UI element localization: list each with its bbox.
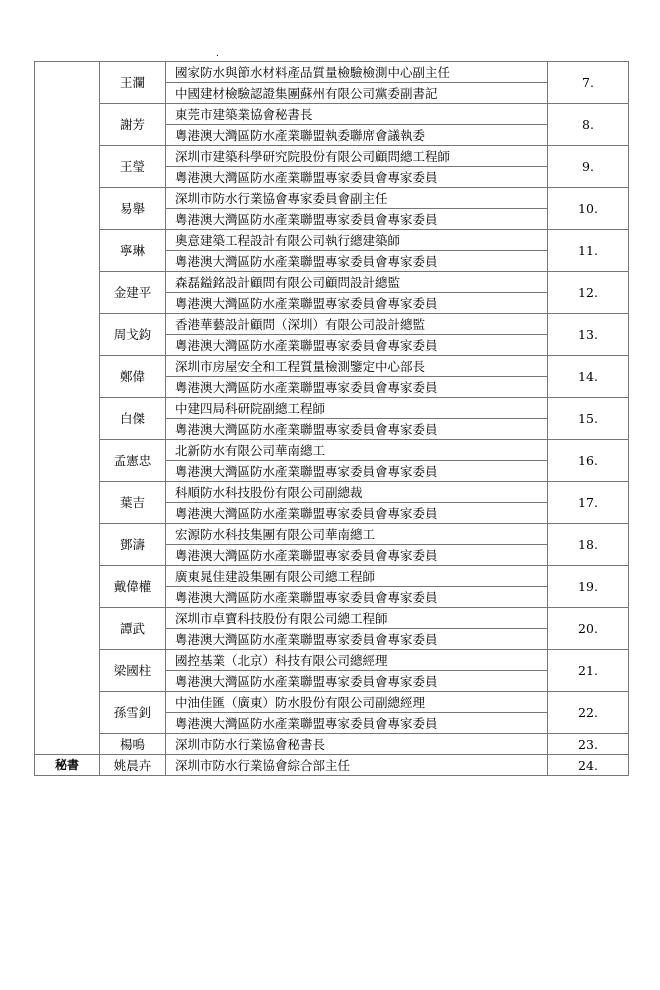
member-number: 15. (548, 398, 629, 440)
table-row (35, 650, 629, 671)
member-name: 白傑 (100, 398, 166, 440)
member-position: 粵港澳大灣區防水產業聯盟專家委員會專家委員 (166, 209, 548, 230)
table-row (35, 608, 629, 629)
member-position: 粵港澳大灣區防水產業聯盟專家委員會專家委員 (166, 713, 548, 734)
member-number: 17. (548, 482, 629, 524)
member-name: 寧琳 (100, 230, 166, 272)
member-position: 粵港澳大灣區防水產業聯盟專家委員會專家委員 (166, 545, 548, 566)
table-row (35, 356, 629, 377)
member-position: 東莞市建築業協會秘書長 (166, 104, 548, 125)
member-position: 奧意建築工程設計有限公司執行總建築師 (166, 230, 548, 251)
member-position: 深圳市房屋安全和工程質量檢測鑒定中心部長 (166, 356, 548, 377)
member-position: 粵港澳大灣區防水產業聯盟執委聯席會議執委 (166, 125, 548, 146)
member-number: 19. (548, 566, 629, 608)
table-row (35, 272, 629, 293)
table-row-secretary (35, 755, 629, 776)
secretary-role-label: 秘書 (35, 755, 100, 776)
member-position: 深圳市防水行業協會秘書長 (166, 734, 548, 755)
table-row (35, 188, 629, 209)
table-row (35, 524, 629, 545)
member-position: 廣東晁佳建設集團有限公司總工程師 (166, 566, 548, 587)
table-row (35, 104, 629, 125)
member-position: 中國建材檢驗認證集團蘇州有限公司黨委副書記 (166, 83, 548, 104)
member-position: 粵港澳大灣區防水產業聯盟專家委員會專家委員 (166, 251, 548, 272)
member-position: 深圳市建築科學研究院股份有限公司顧問總工程師 (166, 146, 548, 167)
member-position: 粵港澳大灣區防水產業聯盟專家委員會專家委員 (166, 167, 548, 188)
member-name: 譚武 (100, 608, 166, 650)
table-row (35, 146, 629, 167)
page-marker: . (216, 49, 219, 59)
member-position: 宏源防水科技集團有限公司華南總工 (166, 524, 548, 545)
member-name: 楊鳴 (100, 734, 166, 755)
member-number: 8. (548, 104, 629, 146)
member-number: 18. (548, 524, 629, 566)
member-number: 21. (548, 650, 629, 692)
member-position: 粵港澳大灣區防水產業聯盟專家委員會專家委員 (166, 629, 548, 650)
member-position: 深圳市卓寶科技股份有限公司總工程師 (166, 608, 548, 629)
member-position: 深圳市防水行業協會綜合部主任 (166, 755, 548, 776)
member-name: 金建平 (100, 272, 166, 314)
member-name: 孟憲忠 (100, 440, 166, 482)
member-name: 孫雪釗 (100, 692, 166, 734)
member-position: 香港華藝設計顧問（深圳）有限公司設計總監 (166, 314, 548, 335)
member-number: 13. (548, 314, 629, 356)
member-position: 國控基業（北京）科技有限公司總經理 (166, 650, 548, 671)
table-row (35, 62, 629, 83)
roster-body (35, 62, 629, 776)
member-position: 粵港澳大灣區防水產業聯盟專家委員會專家委員 (166, 293, 548, 314)
member-name: 戴偉權 (100, 566, 166, 608)
member-name: 王瀾 (100, 62, 166, 104)
member-number: 22. (548, 692, 629, 734)
member-position: 粵港澳大灣區防水產業聯盟專家委員會專家委員 (166, 503, 548, 524)
member-number: 11. (548, 230, 629, 272)
member-name: 梁國柱 (100, 650, 166, 692)
member-number: 12. (548, 272, 629, 314)
member-name: 周戈鈞 (100, 314, 166, 356)
table-row (35, 482, 629, 503)
member-position: 中建四局科研院副總工程師 (166, 398, 548, 419)
member-position: 粵港澳大灣區防水產業聯盟專家委員會專家委員 (166, 461, 548, 482)
member-number: 10. (548, 188, 629, 230)
member-name: 葉吉 (100, 482, 166, 524)
member-number: 16. (548, 440, 629, 482)
member-name: 鄭偉 (100, 356, 166, 398)
member-position: 深圳市防水行業協會專家委員會副主任 (166, 188, 548, 209)
member-position: 北新防水有限公司華南總工 (166, 440, 548, 461)
member-position: 粵港澳大灣區防水產業聯盟專家委員會專家委員 (166, 335, 548, 356)
table-row (35, 314, 629, 335)
member-position: 粵港澳大灣區防水產業聯盟專家委員會專家委員 (166, 671, 548, 692)
member-position: 國家防水與節水材料產品質量檢驗檢測中心副主任 (166, 62, 548, 83)
table-row (35, 566, 629, 587)
member-number: 9. (548, 146, 629, 188)
member-number: 23. (548, 734, 629, 755)
table-row (35, 692, 629, 713)
member-name: 易舉 (100, 188, 166, 230)
member-position: 粵港澳大灣區防水產業聯盟專家委員會專家委員 (166, 419, 548, 440)
member-position: 粵港澳大灣區防水產業聯盟專家委員會專家委員 (166, 377, 548, 398)
member-position: 粵港澳大灣區防水產業聯盟專家委員會專家委員 (166, 587, 548, 608)
table-row (35, 230, 629, 251)
member-number: 7. (548, 62, 629, 104)
member-number: 20. (548, 608, 629, 650)
member-name: 王瑩 (100, 146, 166, 188)
role-group-cell (35, 62, 100, 755)
table-row (35, 440, 629, 461)
member-position: 中油佳匯（廣東）防水股份有限公司副總經理 (166, 692, 548, 713)
member-name: 鄧濤 (100, 524, 166, 566)
committee-roster-table (34, 61, 629, 776)
table-row (35, 734, 629, 755)
member-name: 姚晨卉 (100, 755, 166, 776)
member-number: 14. (548, 356, 629, 398)
member-number: 24. (548, 755, 629, 776)
table-row (35, 398, 629, 419)
member-name: 謝芳 (100, 104, 166, 146)
member-position: 森磊鎰銘設計顧問有限公司顧問設計總監 (166, 272, 548, 293)
member-position: 科順防水科技股份有限公司副總裁 (166, 482, 548, 503)
